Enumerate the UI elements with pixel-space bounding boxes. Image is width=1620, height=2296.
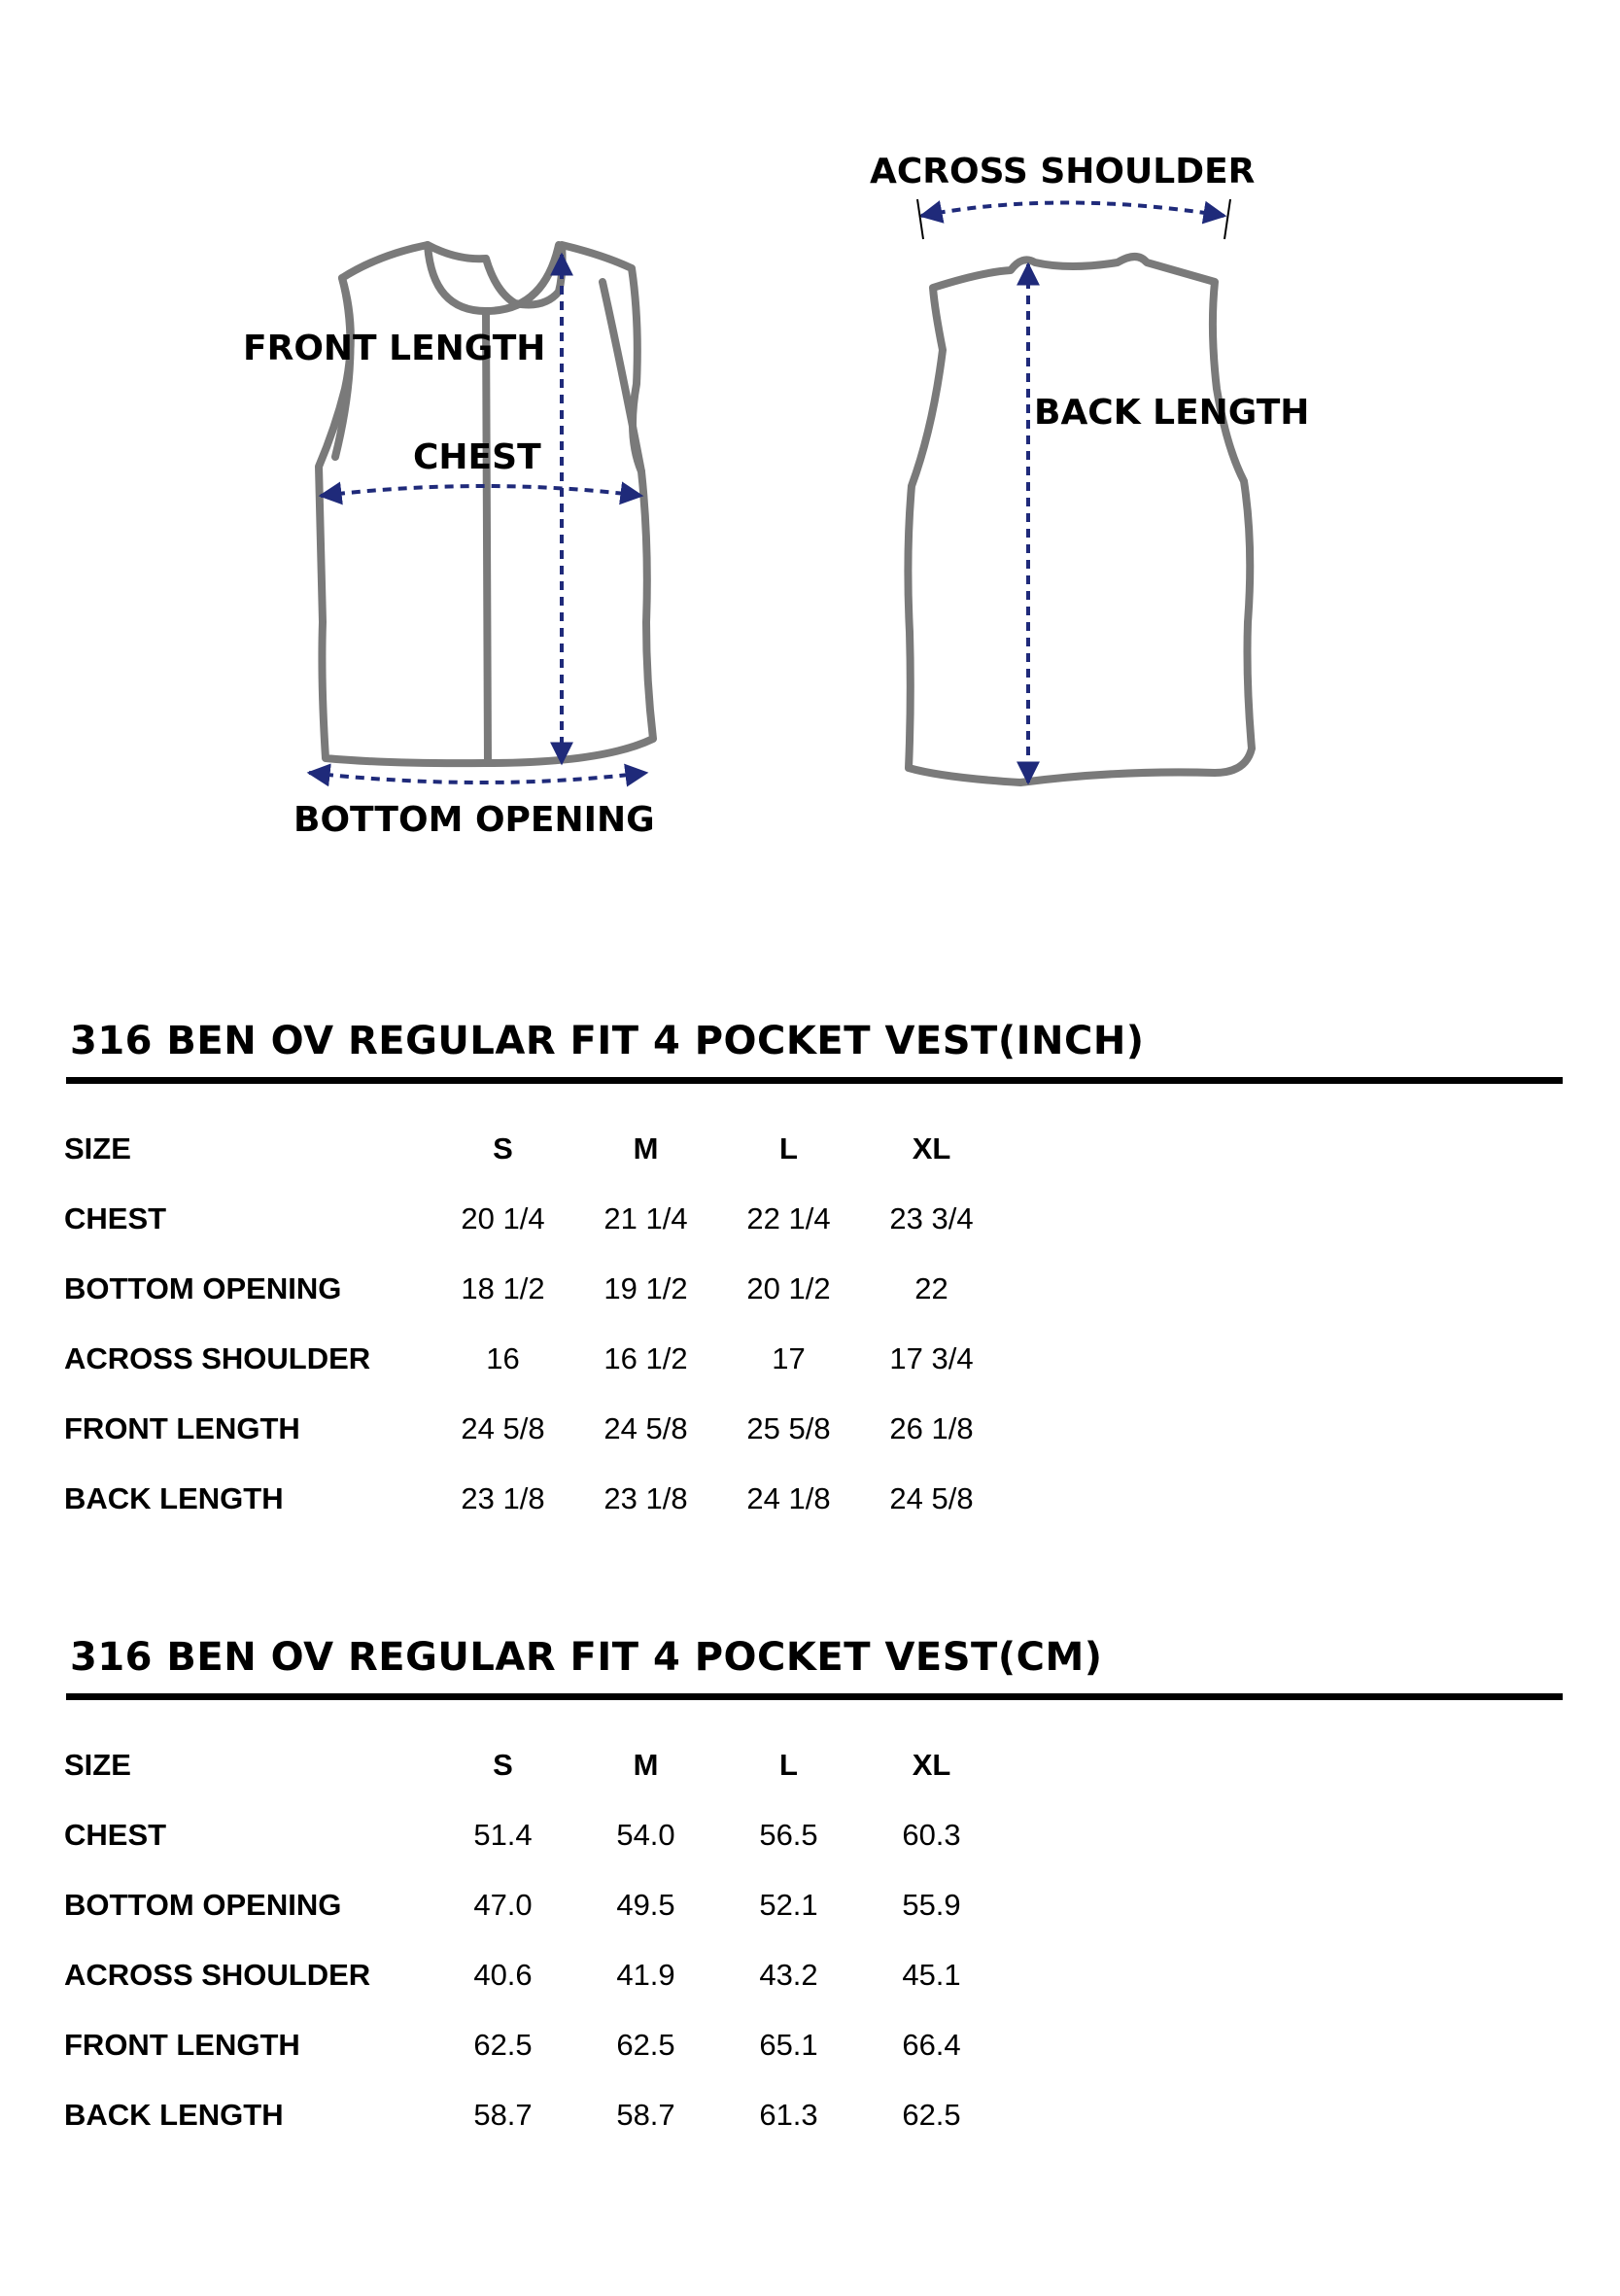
row-label: FRONT LENGTH (64, 1411, 300, 1445)
row-label: CHEST (64, 1201, 167, 1235)
table-row (60, 2010, 1003, 2080)
row-label: BOTTOM OPENING (64, 1271, 342, 1305)
cell-value: 18 1/2 (461, 1271, 545, 1305)
shoulder-tick-marks (917, 199, 1230, 239)
header-size: SIZE (64, 1131, 131, 1165)
header-l: L (779, 1748, 798, 1782)
table-header-row (60, 1730, 1003, 1800)
cell-value: 23 1/8 (603, 1481, 688, 1515)
cell-value: 25 5/8 (746, 1411, 831, 1445)
cm-table-title: 316 BEN OV REGULAR FIT 4 POCKET VEST(CM) (70, 1635, 1103, 1680)
cell-value: 24 5/8 (889, 1481, 974, 1515)
cell-value: 62.5 (473, 2028, 533, 2062)
row-label: BOTTOM OPENING (64, 1888, 342, 1922)
cell-value: 20 1/4 (461, 1201, 545, 1235)
back-vest-outline (908, 257, 1252, 783)
cell-value: 24 1/8 (746, 1481, 831, 1515)
cell-value: 24 5/8 (461, 1411, 545, 1445)
cell-value: 62.5 (616, 2028, 675, 2062)
across-shoulder-arrow (921, 203, 1224, 217)
section-divider (66, 1077, 1563, 1084)
cell-value: 17 3/4 (889, 1341, 974, 1375)
table-row (60, 2080, 1003, 2150)
cell-value: 43.2 (759, 1958, 818, 1992)
row-label: CHEST (64, 1818, 167, 1852)
row-label: BACK LENGTH (64, 1481, 284, 1515)
cell-value: 16 1/2 (603, 1341, 688, 1375)
cell-value: 51.4 (473, 1818, 533, 1852)
cell-value: 22 (914, 1271, 948, 1305)
header-size: SIZE (64, 1748, 131, 1782)
header-xl: XL (912, 1131, 951, 1165)
cell-value: 56.5 (759, 1818, 818, 1852)
cell-value: 22 1/4 (746, 1201, 831, 1235)
header-s: S (493, 1748, 513, 1782)
header-xl: XL (912, 1748, 951, 1782)
back-length-label: BACK LENGTH (1034, 393, 1310, 433)
inch-table-title: 316 BEN OV REGULAR FIT 4 POCKET VEST(INCH) (70, 1019, 1145, 1063)
row-label: ACROSS SHOULDER (64, 1958, 371, 1992)
table-row (60, 1324, 1003, 1394)
cell-value: 16 (486, 1341, 520, 1375)
cell-value: 20 1/2 (746, 1271, 831, 1305)
cell-value: 62.5 (902, 2098, 961, 2132)
cell-value: 41.9 (616, 1958, 675, 1992)
row-label: ACROSS SHOULDER (64, 1341, 371, 1375)
cell-value: 47.0 (473, 1888, 533, 1922)
header-s: S (493, 1131, 513, 1165)
vest-measurement-diagram (0, 0, 1620, 923)
cell-value: 26 1/8 (889, 1411, 974, 1445)
table-row (60, 1254, 1003, 1324)
cell-value: 23 3/4 (889, 1201, 974, 1235)
table-row (60, 1394, 1003, 1464)
across-shoulder-label: ACROSS SHOULDER (870, 152, 1256, 191)
cell-value: 65.1 (759, 2028, 818, 2062)
cell-value: 66.4 (902, 2028, 961, 2062)
table-header-row (60, 1114, 1003, 1184)
header-m: M (633, 1748, 659, 1782)
chest-label: CHEST (413, 437, 541, 477)
cell-value: 45.1 (902, 1958, 961, 1992)
bottom-opening-label: BOTTOM OPENING (293, 800, 655, 840)
front-vest-outline (319, 245, 653, 763)
cell-value: 40.6 (473, 1958, 533, 1992)
row-label: BACK LENGTH (64, 2098, 284, 2132)
cell-value: 49.5 (616, 1888, 675, 1922)
front-length-label: FRONT LENGTH (243, 329, 546, 368)
cell-value: 60.3 (902, 1818, 961, 1852)
header-m: M (633, 1131, 659, 1165)
cell-value: 52.1 (759, 1888, 818, 1922)
cell-value: 23 1/8 (461, 1481, 545, 1515)
cell-value: 19 1/2 (603, 1271, 688, 1305)
table-row (60, 1870, 1003, 1940)
back-measurement-arrows (921, 203, 1224, 783)
cell-value: 17 (772, 1341, 806, 1375)
size-table-inch (60, 1114, 1003, 1534)
header-l: L (779, 1131, 798, 1165)
table-row (60, 1464, 1003, 1534)
cell-value: 21 1/4 (603, 1201, 688, 1235)
table-row (60, 1800, 1003, 1870)
chest-arrow (321, 486, 641, 496)
row-label: FRONT LENGTH (64, 2028, 300, 2062)
table-row (60, 1184, 1003, 1254)
cell-value: 58.7 (616, 2098, 675, 2132)
table-row (60, 1940, 1003, 2010)
size-table-cm (60, 1730, 1003, 2150)
cell-value: 24 5/8 (603, 1411, 688, 1445)
cell-value: 54.0 (616, 1818, 675, 1852)
section-divider (66, 1693, 1563, 1700)
bottom-opening-arrow (309, 773, 646, 783)
cell-value: 61.3 (759, 2098, 818, 2132)
cell-value: 55.9 (902, 1888, 961, 1922)
cell-value: 58.7 (473, 2098, 533, 2132)
